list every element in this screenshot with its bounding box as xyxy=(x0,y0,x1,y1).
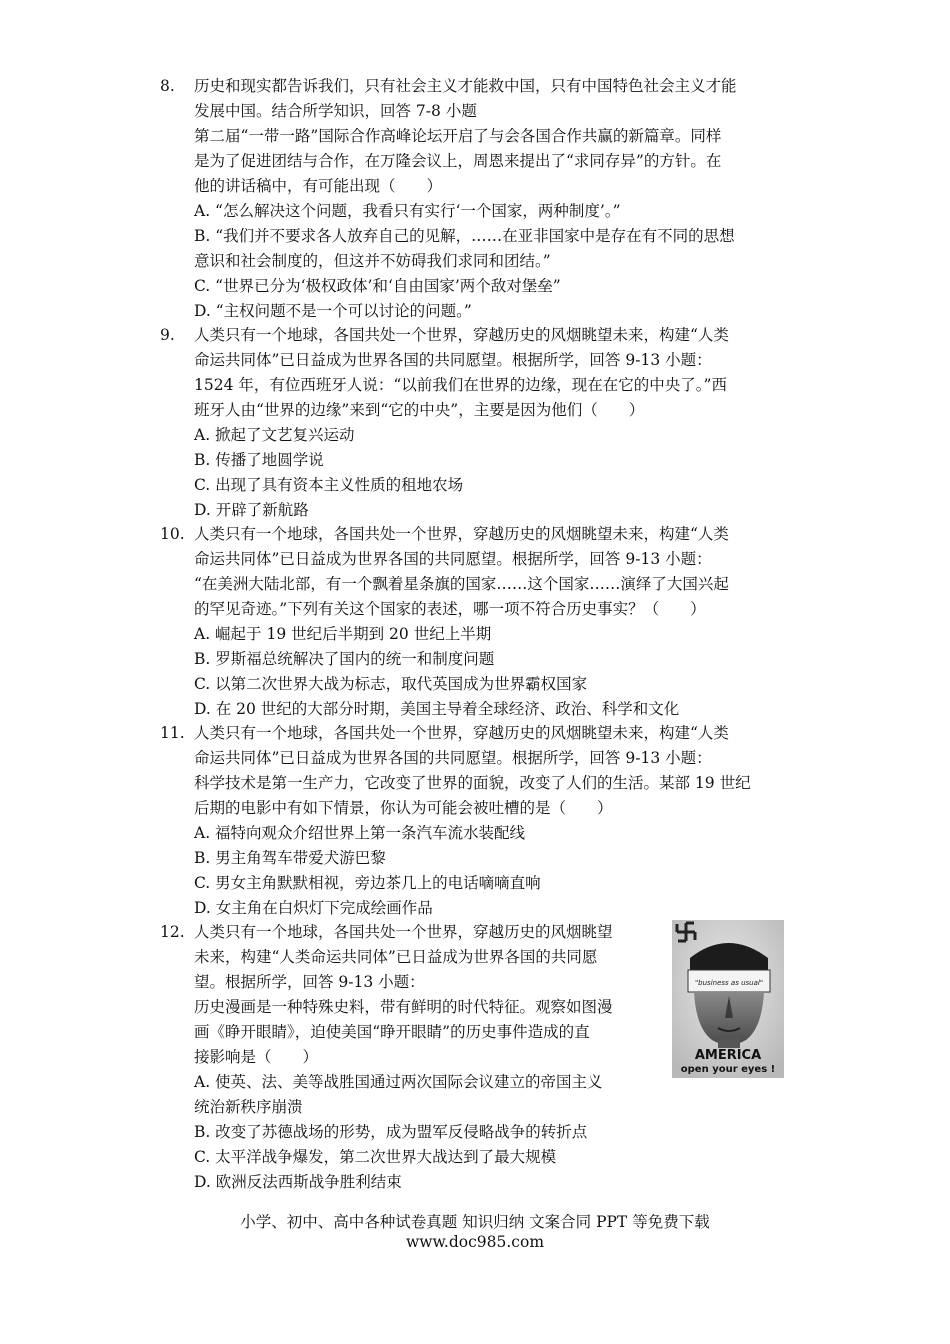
question-8 xyxy=(160,74,800,324)
option-b: B. “我们并不要求各人放弃自己的见解，……在亚非国家中是存在有不同的思想 xyxy=(194,227,735,245)
option-d: D. “主权问题不是一个可以讨论的问题。” xyxy=(194,302,472,320)
question-text-line: “在美洲大陆北部，有一个飘着星条旗的国家……这个国家……演绎了大国兴起 xyxy=(194,575,729,593)
option-a: A. “怎么解决这个问题，我看只有实行‘一个国家，两种制度’。” xyxy=(194,202,621,220)
question-text-line: 历史漫画是一种特殊史料，带有鲜明的时代特征。观察如图漫 xyxy=(194,998,613,1016)
question-number: 8. xyxy=(160,77,175,95)
question-number: 9. xyxy=(160,326,175,344)
option-c: C. “世界已分为‘极权政体’和‘自由国家’两个敌对堡垒” xyxy=(194,277,561,295)
question-text-line: 发展中国。结合所学知识，回答 7-8 小题 xyxy=(194,102,477,120)
option-b: B. 传播了地圆学说 xyxy=(194,451,324,469)
question-text-line: 望。根据所学，回答 9-13 小题： xyxy=(194,973,425,991)
question-text-line: 命运共同体”已日益成为世界各国的共同愿望。根据所学，回答 9-13 小题： xyxy=(194,351,712,369)
footer-website: www.doc985.com xyxy=(405,1233,545,1251)
question-text-line: 命运共同体”已日益成为世界各国的共同愿望。根据所学，回答 9-13 小题： xyxy=(194,550,712,568)
option-c: C. 出现了具有资本主义性质的租地农场 xyxy=(194,476,464,494)
option-b-continued: 意识和社会制度的，但这并不妨碍我们求同和团结。” xyxy=(194,252,551,270)
option-a: A. 福特向观众介绍世界上第一条汽车流水装配线 xyxy=(194,824,526,842)
option-c: C. 太平洋战争爆发，第二次世界大战达到了最大规模 xyxy=(194,1148,557,1166)
cartoon-illustration xyxy=(672,920,784,1078)
option-d: D. 女主角在白炽灯下完成绘画作品 xyxy=(194,899,433,917)
option-a: A. 崛起于 19 世纪后半期到 20 世纪上半期 xyxy=(194,625,492,643)
question-number: 11. xyxy=(160,724,185,742)
question-10 xyxy=(160,522,800,722)
option-d: D. 欧洲反法西斯战争胜利结束 xyxy=(194,1173,402,1191)
option-c: C. 以第二次世界大战为标志，取代英国成为世界霸权国家 xyxy=(194,675,588,693)
option-a: A. 使英、法、美等战胜国通过两次国际会议建立的帝国主义 xyxy=(194,1073,603,1091)
question-text-line: 第二届“一带一路”国际合作高峰论坛开启了与会各国合作共赢的新篇章。同样 xyxy=(194,127,722,145)
question-text-line: 未来，构建“人类命运共同体”已日益成为世界各国的共同愿 xyxy=(194,948,598,966)
question-text-line: 是为了促进团结与合作，在万隆会议上，周恩来提出了“求同存异”的方针。在 xyxy=(194,152,722,170)
cartoon-figure xyxy=(672,920,784,1078)
question-text-line: 人类只有一个地球，各国共处一个世界，穿越历史的风烟眺望未来，构建“人类 xyxy=(194,724,729,742)
neck-shape xyxy=(718,1038,740,1048)
option-d: D. 在 20 世纪的大部分时期，美国主导着全球经济、政治、科学和文化 xyxy=(194,700,680,718)
question-text-line: 人类只有一个地球，各国共处一个世界，穿越历史的风烟眺望未来，构建“人类 xyxy=(194,326,729,344)
question-text-line: 历史和现实都告诉我们，只有社会主义才能救中国，只有中国特色社会主义才能 xyxy=(194,77,737,95)
question-12 xyxy=(160,920,660,1195)
footer-line-1: 小学、初中、高中各种试卷真题 知识归纳 文案合同 PPT 等免费下载 xyxy=(240,1213,710,1231)
question-11 xyxy=(160,721,800,921)
question-text-line: 画《睁开眼睛》，迫使美国“睁开眼睛”的历史事件造成的直 xyxy=(194,1023,590,1041)
option-b: B. 改变了苏德战场的形势，成为盟军反侵略战争的转折点 xyxy=(194,1123,588,1141)
cartoon-title: AMERICA xyxy=(694,1048,762,1063)
blindfold-caption: "business as usual" xyxy=(694,979,764,987)
question-text-line: 班牙人由“世界的边缘”来到“它的中央”，主要是因为他们（ ） xyxy=(194,401,645,419)
question-9 xyxy=(160,323,800,523)
option-b: B. 罗斯福总统解决了国内的统一和制度问题 xyxy=(194,650,495,668)
question-text-line: 后期的电影中有如下情景，你认为可能会被吐槽的是（ ） xyxy=(194,799,613,817)
option-c: C. 男女主角默默相视，旁边茶几上的电话嘀嘀直响 xyxy=(194,874,541,892)
question-text-line: 的罕见奇迹。”下列有关这个国家的表述，哪一项不符合历史事实？（ ） xyxy=(194,600,706,618)
question-text-line: 接影响是（ ） xyxy=(194,1048,319,1066)
question-text-line: 命运共同体”已日益成为世界各国的共同愿望。根据所学，回答 9-13 小题： xyxy=(194,749,712,767)
option-a: A. 掀起了文艺复兴运动 xyxy=(194,426,355,444)
cartoon-subtitle: open your eyes ! xyxy=(680,1064,776,1075)
question-number: 12. xyxy=(160,923,185,941)
option-b: B. 男主角驾车带爱犬游巴黎 xyxy=(194,849,386,867)
question-text-line: 人类只有一个地球，各国共处一个世界，穿越历史的风烟眺望未来，构建“人类 xyxy=(194,525,729,543)
option-d: D. 开辟了新航路 xyxy=(194,501,309,519)
question-text-line: 他的讲话稿中，有可能出现（ ） xyxy=(194,177,443,195)
option-a-continued: 统治新秩序崩溃 xyxy=(194,1098,303,1116)
question-text-line: 人类只有一个地球，各国共处一个世界，穿越历史的风烟眺望 xyxy=(194,923,613,941)
question-text-line: 1524 年，有位西班牙人说：“以前我们在世界的边缘，现在在它的中央了。”西 xyxy=(194,376,727,394)
question-text-line: 科学技术是第一生产力，它改变了世界的面貌，改变了人们的生活。某部 19 世纪 xyxy=(194,774,751,792)
question-number: 10. xyxy=(160,525,185,543)
